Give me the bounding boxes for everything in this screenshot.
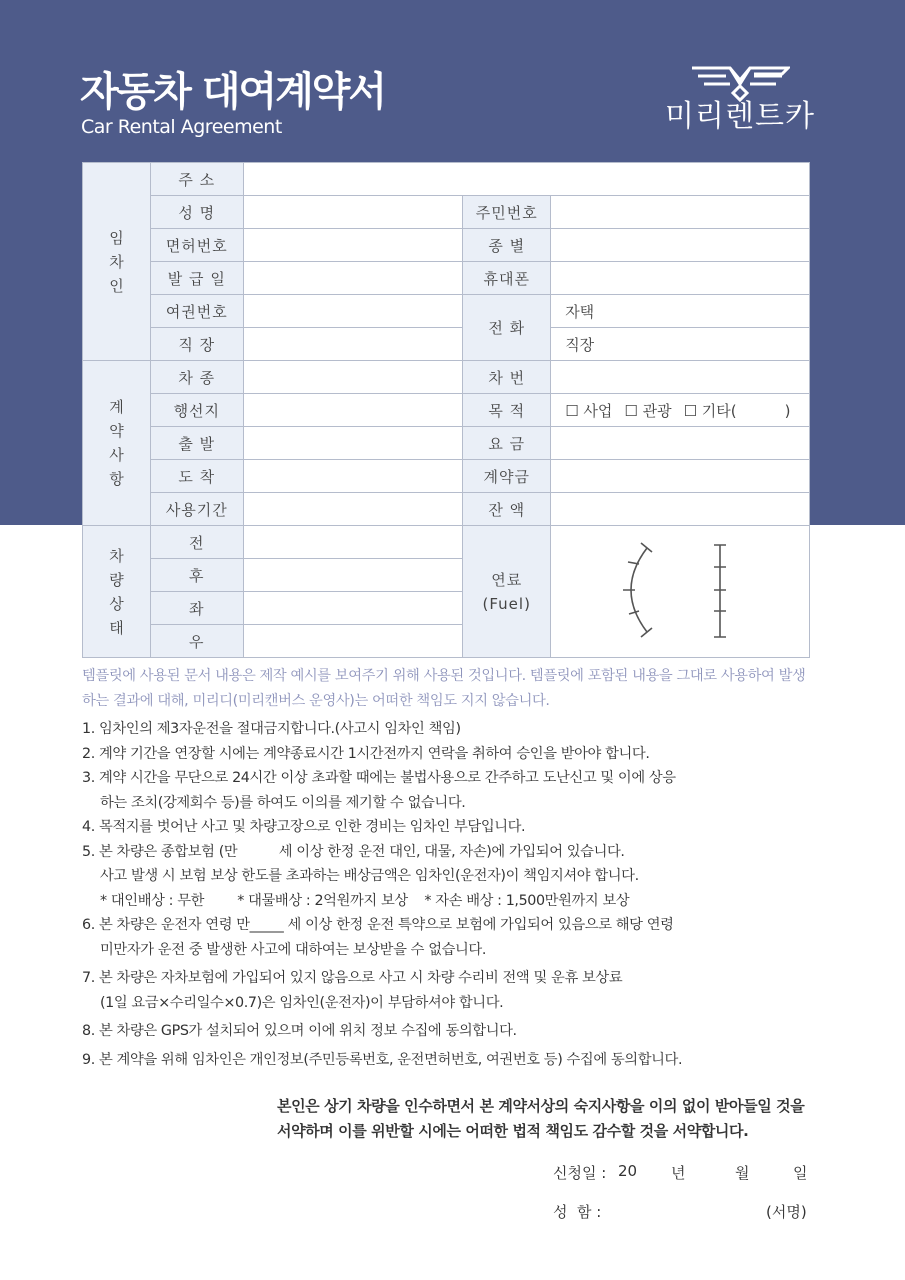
label-phone: 전 화 [463, 295, 551, 361]
left-field[interactable] [243, 592, 463, 625]
label-balance: 잔 액 [463, 493, 551, 526]
term-line: 2. 계약 기간을 연장할 시에는 계약종료시간 1시간전까지 연락을 취하여 승인을 받아야 합니다. [82, 745, 650, 762]
purpose-other-close: ) [784, 401, 791, 420]
term-item [82, 913, 822, 962]
term-line: 사고 발생 시 보험 보상 한도를 초과하는 배상금액은 임차인(운전자)이 책임지셔야 합니다. [100, 868, 639, 884]
label-deposit: 계약금 [463, 460, 551, 493]
label-left: 좌 [150, 592, 243, 625]
right-field[interactable] [243, 625, 463, 658]
label-car-type: 차 종 [150, 361, 243, 394]
arrival-field[interactable] [243, 460, 463, 493]
label-rear: 후 [150, 559, 243, 592]
deposit-field[interactable] [551, 460, 810, 493]
group-renter [83, 163, 151, 361]
group-contract-label: 계 약 사 항 [109, 398, 124, 488]
mobile-field[interactable] [551, 262, 810, 295]
term-line: 1. 임차인의 제3자운전을 절대금지합니다.(사고시 임차인 책임) [82, 721, 461, 737]
label-issue-date: 발 급 일 [150, 262, 243, 295]
terms-list [82, 717, 822, 1072]
term-item [82, 840, 822, 914]
term-item [82, 966, 822, 1015]
purpose-tourism-checkbox[interactable]: ☐ 관광 [624, 401, 672, 420]
group-vehicle-label: 차 량 상 태 [109, 546, 124, 637]
label-fee: 요 금 [463, 427, 551, 460]
rear-field[interactable] [243, 559, 463, 592]
fee-field[interactable] [551, 427, 810, 460]
car-number-field[interactable] [551, 361, 810, 394]
disclaimer-notice: 템플릿에 사용된 문서 내용은 제작 예시를 보여주기 위해 사용된 것입니다. 템플릿에 포함된 내용을 그대로 사용하여 발생하는 결과에 대해, 미리디(미리캔버스 운영사)는 어떠한 책임도 지지 않습니다. [82, 668, 806, 709]
brand-name: 미리렌트카 [665, 99, 815, 134]
label-passport: 여권번호 [150, 295, 243, 328]
work-phone-field[interactable]: 직장 [551, 328, 810, 361]
term-line: 하는 조치(강제회수 등)를 하여도 이의를 제기할 수 없습니다. [100, 794, 466, 811]
label-front: 전 [150, 526, 243, 559]
term-item [82, 815, 822, 840]
balance-field[interactable] [551, 493, 810, 526]
term-line: 6. 본 차량은 운전자 연령 만_____ 세 이상 한정 운전 특약으로 보험에 가입되어 있음으로 해당 연령 [82, 917, 674, 933]
page-subtitle: Car Rental Agreement [81, 116, 282, 138]
group-contract [83, 361, 151, 526]
pledge-statement [277, 1094, 804, 1144]
purpose-business-checkbox[interactable]: ☐ 사업 [565, 401, 613, 420]
label-workplace: 직 장 [150, 328, 243, 361]
car-type-field[interactable] [243, 361, 463, 394]
application-date-label: 신청일 : [553, 1164, 607, 1182]
purpose-options [551, 394, 810, 427]
term-item [82, 717, 822, 742]
term-line: 3. 계약 시간을 무단으로 24시간 이상 초과할 때에는 불법사용으로 간주하고 도난신고 및 이에 상응 [82, 770, 676, 786]
front-field[interactable] [243, 526, 463, 559]
label-period: 사용기간 [150, 493, 243, 526]
term-line: 4. 목적지를 벗어난 사고 및 차량고장으로 인한 경비는 임차인 부담입니다. [82, 819, 526, 835]
day-label: 일 [793, 1164, 808, 1182]
month-label: 월 [735, 1164, 750, 1182]
license-type-field[interactable] [551, 229, 810, 262]
departure-field[interactable] [243, 427, 463, 460]
contract-form-table [82, 162, 810, 658]
page-title: 자동차 대여계약서 [80, 69, 386, 115]
label-fuel [463, 526, 551, 658]
signature-field[interactable]: (서명) [766, 1203, 807, 1221]
label-car-number: 차 번 [463, 361, 551, 394]
destination-field[interactable] [243, 394, 463, 427]
home-phone-field[interactable]: 자택 [551, 295, 810, 328]
period-field[interactable] [243, 493, 463, 526]
term-item [82, 742, 822, 767]
year-label: 년 [671, 1164, 686, 1182]
group-renter-label: 임 차 인 [109, 228, 124, 295]
label-right: 우 [150, 625, 243, 658]
group-vehicle [83, 526, 151, 658]
purpose-other-checkbox[interactable]: ☐ 기타( [683, 401, 737, 420]
name-label: 성 함 : [553, 1203, 602, 1221]
workplace-field[interactable] [243, 328, 463, 361]
label-license-type: 종 별 [463, 229, 551, 262]
term-line: 5. 본 차량은 종합보험 (만 세 이상 한정 운전 대인, 대물, 자손)에 가입되어 있습니다. [82, 843, 625, 860]
fuel-gauge-icon [605, 540, 755, 640]
term-line: 8. 본 차량은 GPS가 설치되어 있으며 이에 위치 정보 수집에 동의합니다. [82, 1023, 517, 1039]
label-purpose: 목 적 [463, 394, 551, 427]
fuel-label: 연료 (Fuel) [482, 570, 531, 613]
term-item [82, 1048, 822, 1073]
address-field[interactable] [243, 163, 809, 196]
label-destination: 행선지 [150, 394, 243, 427]
label-mobile: 휴대폰 [463, 262, 551, 295]
term-line: 미만자가 운전 중 발생한 사고에 대하여는 보상받을 수 없습니다. [100, 941, 486, 958]
name-field[interactable] [243, 196, 463, 229]
fuel-gauge[interactable] [551, 526, 810, 658]
license-field[interactable] [243, 229, 463, 262]
pledge-line: 본인은 상기 차량을 인수하면서 본 계약서상의 숙지사항을 이의 없이 받아들일 것을 [277, 1097, 805, 1115]
label-arrival: 도 착 [150, 460, 243, 493]
term-line: * 대인배상 : 무한 * 대물배상 : 2억원까지 보상 * 자손 배상 : 1,500만원까지 보상 [100, 892, 630, 909]
term-line: (1일 요금×수리일수×0.7)은 임차인(운전자)이 부담하셔야 합니다. [100, 994, 504, 1011]
term-item [82, 766, 822, 815]
term-line: 9. 본 계약을 위해 임차인은 개인정보(주민등록번호, 운전면허번호, 여권번호 등) 수집에 동의합니다. [82, 1051, 683, 1068]
term-item [82, 1019, 822, 1044]
id-number-field[interactable] [551, 196, 810, 229]
pledge-line: 서약하며 이를 위반할 시에는 어떠한 법적 책임도 감수할 것을 서약합니다. [277, 1122, 749, 1140]
label-name: 성 명 [150, 196, 243, 229]
label-departure: 출 발 [150, 427, 243, 460]
issue-date-field[interactable] [243, 262, 463, 295]
passport-field[interactable] [243, 295, 463, 328]
term-line: 7. 본 차량은 자차보험에 가입되어 있지 않음으로 사고 시 차량 수리비 전액 및 운휴 보상료 [82, 970, 623, 986]
label-id-number: 주민번호 [463, 196, 551, 229]
label-license: 면허번호 [150, 229, 243, 262]
label-address: 주 소 [150, 163, 243, 196]
year-prefix[interactable]: 20 [618, 1162, 638, 1180]
